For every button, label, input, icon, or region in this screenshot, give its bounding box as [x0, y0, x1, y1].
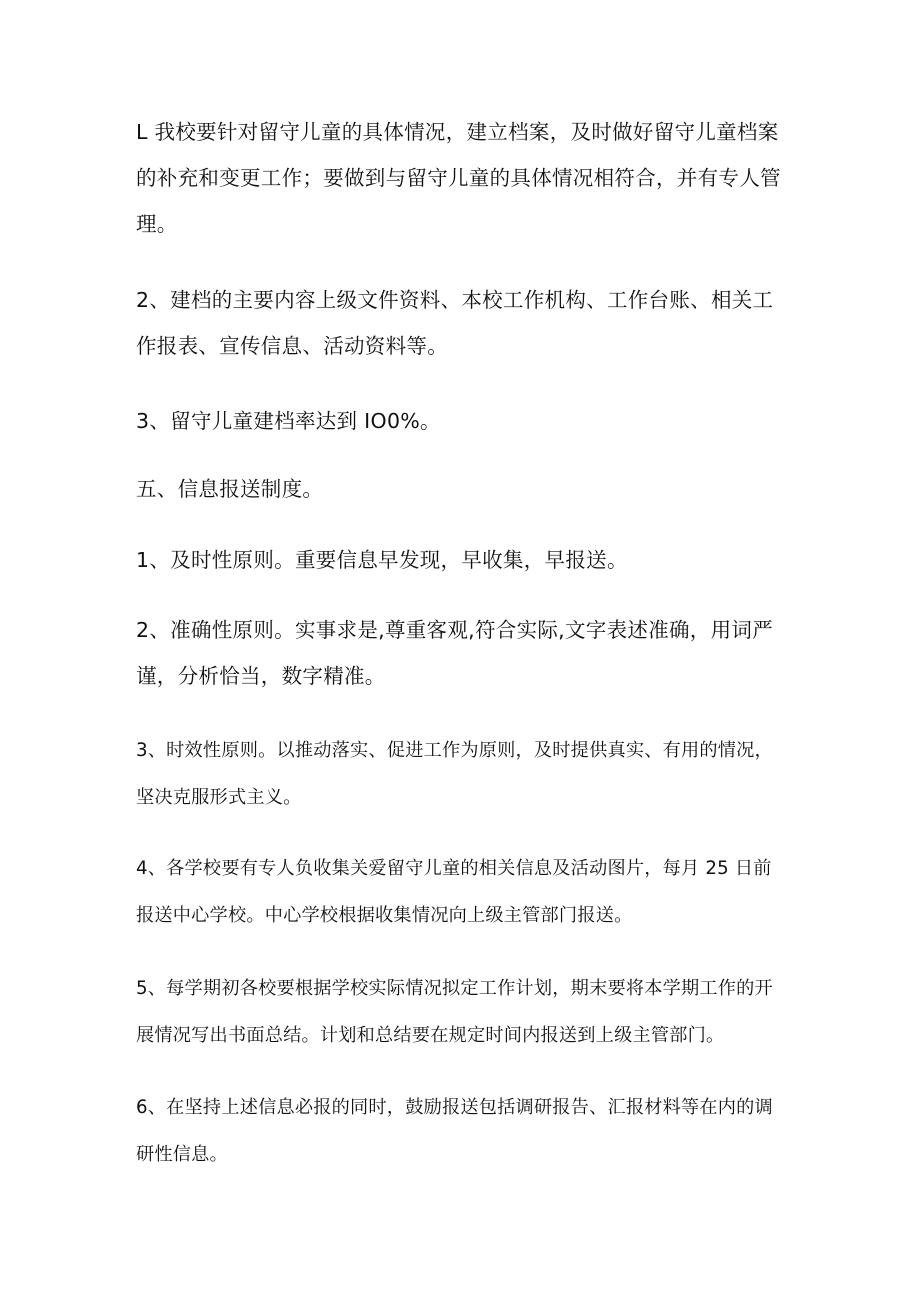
paragraph-archive-rate: 3、留守儿童建档率达到 IO0%。 [136, 409, 441, 433]
paragraph-archive-records: L 我校要针对留守儿童的具体情况，建立档案，及时做好留守儿童档案的补充和变更工作；要做到与留守儿童的具体情况相符合，并有专人管理。 [136, 120, 781, 236]
section-heading-info-reporting: 五、信息报送制度。 [136, 477, 324, 501]
paragraph-effectiveness: 3、时效性原则。以推动落实、促进工作为原则，及时提供真实、有用的情况，坚决克服形式主义。 [136, 740, 773, 808]
paragraph-collection: 4、各学校要有专人负收集关爱留守儿童的相关信息及活动图片，每月 25 日前报送中心学校。中心学校根据收集情况向上级主管部门报送。 [136, 858, 772, 926]
paragraph-research-info: 6、在坚持上述信息必报的同时，鼓励报送包括调研报告、汇报材料等在内的调研性信息。 [136, 1097, 773, 1165]
paragraph-archive-content: 2、建档的主要内容上级文件资料、本校工作机构、工作台账、相关工作报表、宣传信息、活动资料等。 [136, 288, 774, 358]
paragraph-timeliness: 1、及时性原则。重要信息早发现，早收集，早报送。 [136, 548, 628, 572]
paragraph-work-plan: 5、每学期初各校要根据学校实际情况拟定工作计划，期末要将本学期工作的开展情况写出书面总结。计划和总结要在规定时间内报送到上级主管部门。 [136, 978, 773, 1046]
paragraph-accuracy: 2、准确性原则。实事求是,尊重客观,符合实际,文字表述准确，用词严谨，分析恰当，数字精准。 [136, 618, 773, 688]
